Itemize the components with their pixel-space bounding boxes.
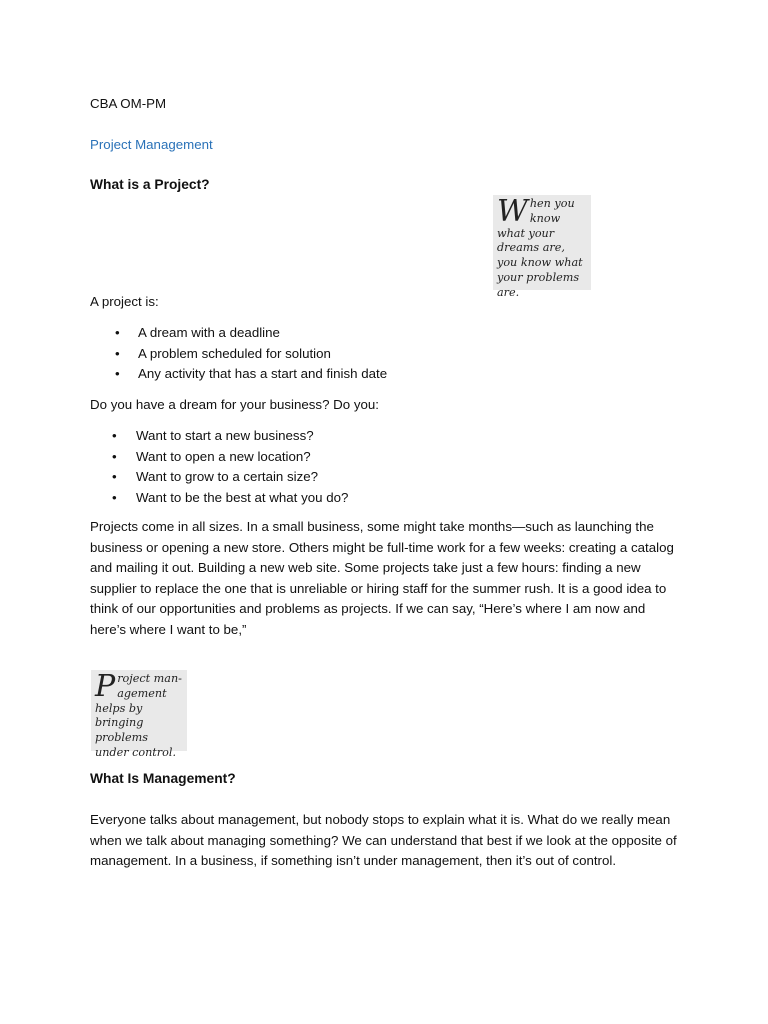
document-header-code: CBA OM-PM <box>90 96 167 111</box>
list-item: • A problem scheduled for solution <box>115 344 515 365</box>
list-item: • A dream with a deadline <box>115 323 515 344</box>
heading-what-is-project: What is a Project? <box>90 177 210 192</box>
bullet-icon: • <box>115 366 120 381</box>
list-item: • Want to open a new location? <box>112 447 512 468</box>
bullet-icon: • <box>115 345 120 361</box>
list-item: • Want to grow to a certain size? <box>112 467 512 488</box>
drop-cap: W <box>497 194 528 229</box>
list-item: • Any activity that has a start and finish date <box>115 364 515 385</box>
pull-quote-dreams <box>493 194 591 299</box>
projects-sizes-paragraph: Projects come in all sizes. In a small business, some might take months—such as launching the business or opening a new store. Others might be full-time work for a few weeks: creating a catalog and mailing it out. Building a new web site. Some projects take just a few hours: finding a new supplier to replace the one that is unreliable or hiring staff for the summer rush. It is a good idea to think of our opportunities and problems as projects. If we can say, “Here’s where I am now and here’s where I want to be,” <box>90 519 674 637</box>
management-paragraph: Everyone talks about management, but nobody stops to explain what it is. What do we really mean when we talk about managing something? We can understand that best if we look at the opposite of management. In a business, if something isn’t under management, then it’s out of control. <box>90 812 677 868</box>
list-item: • Want to be the best at what you do? <box>112 488 512 509</box>
bullet-icon: • <box>112 489 117 505</box>
bullet-icon: • <box>112 469 117 484</box>
pull-quote-text: roject man-agement helps by bringing problems under control. <box>95 672 182 759</box>
dream-question-text: Do you have a dream for your business? Do you: <box>90 397 379 412</box>
business-dream-list <box>112 426 512 508</box>
heading-what-is-management: What Is Management? <box>90 771 236 786</box>
pull-quote-project-management <box>91 669 187 759</box>
bullet-icon: • <box>115 325 120 340</box>
pull-quote-text: hen you know what your dreams are, you know what your problems are. <box>497 197 583 299</box>
bullet-icon: • <box>112 428 117 443</box>
project-definition-list <box>115 323 515 385</box>
list-item: • Want to start a new business? <box>112 426 512 447</box>
project-intro-text: A project is: <box>90 294 159 309</box>
bullet-icon: • <box>112 448 117 464</box>
section-title: Project Management <box>90 137 213 152</box>
drop-cap: P <box>95 669 116 704</box>
